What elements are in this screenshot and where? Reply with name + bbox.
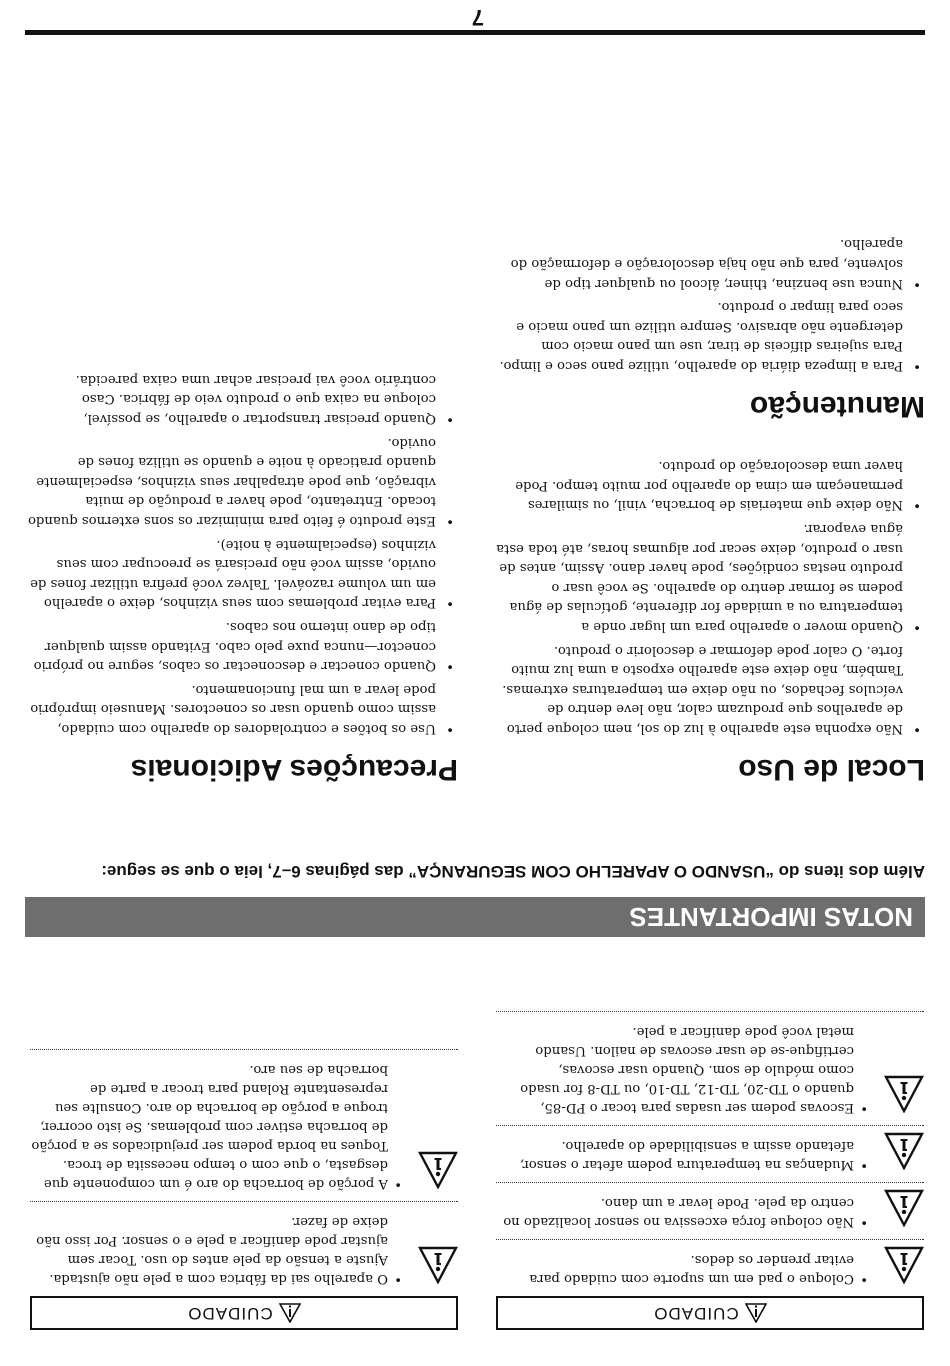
manutencao-item: • Nunca use benzina, thiner, álcool ou qualquer tipo de solvente, para que não haja descoloração e deformação do aparelho. [495, 234, 925, 293]
precaucoes-item: • Este produto é feito para minimizar os sons externos quando tocado. Entretanto, pode haver a produção de muita vibração, que pode atrapalhar seus vizinhos, especialmente quando praticado à noite e quando se utiliza fones de ouvido. [28, 432, 458, 530]
caution-item [496, 1239, 924, 1296]
precaucoes-item: • Use os botões e controladores do aparelho com cuidado, assim como quando usar os conectores. Manuseio impróprio pode levar a um mal funcionamento. [28, 679, 458, 738]
caution-item [30, 1201, 458, 1296]
caution-text: • Não coloque força excessiva no sensor localizado no centro da pele. Pode levar a um dano. [496, 1193, 868, 1231]
caution-item [496, 1011, 924, 1125]
caution-text: • O aparelho sai da fábrica com a pele não ajustada. Ajuste a tensão da pele antes do uso. Tocar sem ajustar pode danificar a pele e o sensor. Por isso não deixe de fazer. [30, 1212, 402, 1288]
precaucoes-title: Precauções Adicionais [130, 753, 458, 786]
precaucoes-item: • Quando precisar transportar o aparelho, se possível, coloque na caixa que o produto veio de fábrica. Caso contrário você vai precisar achar uma caixa parecida. [28, 369, 458, 428]
warning-triangle-icon [279, 1303, 301, 1323]
warning-triangle-icon [884, 1189, 924, 1227]
warning-triangle-icon [884, 1132, 924, 1170]
caution-label: CUIDADO [653, 1304, 739, 1323]
precaucoes-item: • Para evitar problemas com seus vizinhos, deixe o aparelho em um volume razoável. Talvez você prefira utilizar fones de ouvido, assim você não precisará se preocupar com seus vizinhos (especialmente à noite). [28, 534, 458, 612]
footer-rule [25, 30, 925, 35]
local-list [495, 452, 925, 738]
warning-triangle-icon [884, 1075, 924, 1113]
caution-text: • Coloque o pad em um suporte com cuidado para evitar prender os dedos. [496, 1250, 868, 1288]
caution-column-right [30, 1049, 458, 1330]
caution-header-left [496, 1296, 924, 1330]
caution-text: • Escovas podem ser usadas para tocar o PD-85, quando o TD-20, TD-12, TD-10, ou TD-8 for usado como módulo de som. Quando usar escovas, certifique-se de usar escovas de nailon. Usando metal você pode danificar a pele. [496, 1022, 868, 1117]
local-item: • Não exponha este aparelho à luz do sol, nem coloque perto de aparelhos que produzam calor, não leve dentro de veículos fechados, ou não deixe em temperaturas extremas. Também, não deixe este aparelho exposto a uma luz muito forte. O calor pode deformar e descolorir o produto. [495, 640, 925, 738]
warning-triangle-icon [884, 1246, 924, 1284]
caution-item [30, 1049, 458, 1201]
caution-text: • Mudanças na temperatura podem afetar o sensor, afetando assim a sensibilidade do aparelho. [496, 1136, 868, 1174]
warning-triangle-icon [745, 1303, 767, 1323]
manutencao-title: Manutenção [749, 390, 925, 423]
local-item: • Não deixe que materiais de borracha, vinil, ou similares permaneçam em cima do aparelho por muito tempo. Pode haver uma descoloração do produto. [495, 456, 925, 515]
caution-label: CUIDADO [187, 1304, 273, 1323]
local-item: • Quando mover o aparelho para um lugar onde a temperatura ou a umidade for diferente, gotículas de água podem se formar dentro do aparelho. Se você usar o produto nestas condições, pode haver dano. Assim, antes de usar o produto, deixe secar por algumas horas, até toda esta água evaporar. [495, 518, 925, 636]
caution-column-left [496, 1011, 924, 1330]
section-banner: NOTAS IMPORTANTES [25, 897, 925, 937]
manutencao-item: • Para a limpeza diária do aparelho, utilize pano seco e limpo. Para sujeiras difíceis de tirar, use um pano macio com detergente não abrasivo. Sempre utilize um pano macio e seco para limpar o produto. [495, 297, 925, 375]
warning-triangle-icon [418, 1246, 458, 1284]
caution-text: • A porção de borracha do aro é um componente que desgasta, o que com o tempo necessita de troca. Toques na borda podem ser prejudicados se a porção de borracha estiver com problemas. Se isto ocorrer, troque a porção de borracha do aro. Consulte seu representante Roland para trocar a parte de borracha de seu aro. [30, 1060, 402, 1193]
page-number: 7 [471, 5, 484, 30]
intro-text: Além dos itens do “USANDO O APARELHO COM SEGURANÇA” das páginas 6–7, leia o que se segue: [101, 862, 925, 881]
precaucoes-item: • Quando conectar e desconectar os cabos, segure no próprio conector—nunca puxe pelo cabo. Evitando assim qualquer tipo de dano interno nos cabos. [28, 616, 458, 675]
warning-triangle-icon [418, 1151, 458, 1189]
caution-item [496, 1125, 924, 1182]
caution-item [496, 1182, 924, 1239]
manutencao-list [495, 230, 925, 375]
caution-header-right [30, 1296, 458, 1330]
precaucoes-list [28, 365, 458, 738]
local-title: Local de Uso [738, 753, 925, 786]
